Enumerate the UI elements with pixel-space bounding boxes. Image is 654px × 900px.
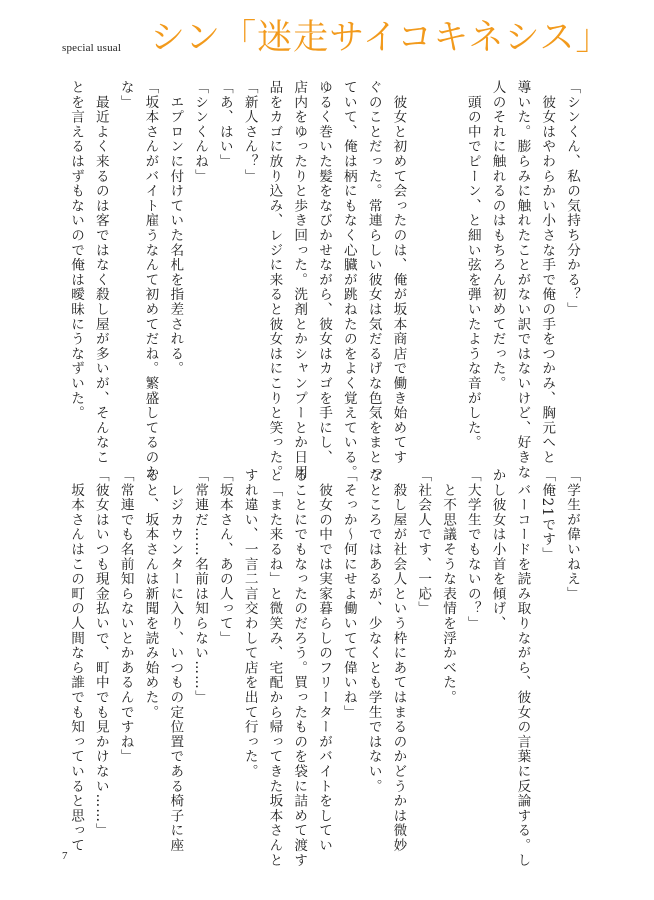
text-line: 人のそれに触れるのはもちろん初めてだった。 bbox=[489, 80, 506, 391]
text-line: すれ違い、一言二言交わして店を出て行った。 bbox=[241, 468, 258, 779]
text-line: 品をカゴに放り込み、レジに来ると彼女はにこりと笑った。 bbox=[266, 80, 283, 480]
text-line: 「そっか〜何にせよ働いてて偉いね」 bbox=[340, 468, 357, 720]
text-line: ると、坂本さんは新聞を読み始めた。 bbox=[142, 468, 159, 720]
text-line: ていて、俺は柄にもなく心臓が跳ねたのをよく覚えている。 bbox=[340, 80, 357, 480]
text-line: レジカウンターに入り、いつもの定位置である椅子に座 bbox=[167, 468, 184, 853]
body-text-upper bbox=[63, 80, 584, 480]
text-line: 店内をゆったりと歩き回った。洗剤とかシャンプーとか日用 bbox=[291, 80, 308, 480]
text-line: 「彼女はいつも現金払いで、町中でも見かけない……」 bbox=[92, 468, 109, 838]
text-line: ゆるく巻いた髪をなびかせながら、彼女はカゴを手にし、 bbox=[316, 80, 333, 465]
text-line: かし彼女は小首を傾げ、 bbox=[489, 468, 506, 631]
text-line: 坂本さんはこの町の人間なら誰でも知っていると思って bbox=[68, 468, 85, 853]
series-label: special usual bbox=[62, 42, 122, 54]
text-line: な」 bbox=[117, 80, 134, 110]
text-line: 「大学生でもないの？」 bbox=[464, 468, 481, 631]
text-line: 「坂本さん、あの人って」 bbox=[216, 468, 233, 646]
body-text-lower bbox=[63, 468, 584, 868]
text-line: 彼女の中では実家暮らしのフリーターがバイトをしてい bbox=[316, 468, 333, 853]
page-number: 7 bbox=[62, 850, 68, 862]
chapter-title: シン「迷走サイコキネシス」 bbox=[150, 18, 612, 58]
text-line: 「新人さん？」 bbox=[241, 80, 258, 184]
text-line: とを言えるはずもないので俺は曖昧にうなずいた。 bbox=[68, 80, 85, 421]
text-line: 「社会人です、一応」 bbox=[415, 468, 432, 616]
text-line: バーコードを読み取りながら、彼女の言葉に反論する。し bbox=[514, 468, 531, 868]
text-line: 「常連だ……名前は知らない……」 bbox=[192, 468, 209, 705]
text-line: と不思議そうな表情を浮かべた。 bbox=[440, 468, 457, 705]
text-line: 「俺21です」 bbox=[539, 468, 556, 562]
text-line: 「シンくんね」 bbox=[192, 80, 209, 184]
text-line: 「シンくん、私の気持ち分かる？」 bbox=[564, 80, 580, 317]
text-line: 「坂本さんがバイト雇うなんて初めてだね。繁盛してるのか bbox=[142, 80, 159, 480]
text-line: なところではあるが、少なくとも学生ではない。 bbox=[365, 468, 382, 794]
text-line: ぐのことだった。常連らしい彼女は気だるげな色気をまとっ bbox=[365, 80, 382, 480]
text-line: 彼女はやわらかい小さな手で俺の手をつかみ、胸元へと bbox=[539, 80, 556, 465]
text-line: 「学生が偉いねえ」 bbox=[564, 468, 580, 602]
text-line bbox=[410, 80, 435, 430]
text-line: 頭の中でピーン、と細い弦を弾いたような音がした。 bbox=[464, 80, 481, 450]
text-line: 最近よく来るのは客ではなく殺し屋が多いが、そんなこ bbox=[92, 80, 109, 465]
text-line: 「常連でも名前知らないとかあるんですね」 bbox=[117, 468, 134, 764]
text-line: ることにでもなったのだろう。買ったものを袋に詰めて渡す bbox=[291, 468, 308, 868]
text-line bbox=[435, 80, 460, 430]
text-line: 殺し屋が社会人という枠にあてはまるのかどうかは微妙 bbox=[390, 468, 407, 853]
text-line: 「あ、はい」 bbox=[216, 80, 233, 169]
text-line: エプロンに付けていた名札を指差される。 bbox=[167, 80, 184, 376]
text-line: 導いた。膨らみに触れたことがない訳ではないけど、好きな bbox=[514, 80, 531, 480]
text-line: 彼女と初めて会ったのは、俺が坂本商店で働き始めてす bbox=[390, 80, 407, 465]
text-line: と「また来るね」と微笑み、宅配から帰ってきた坂本さんと bbox=[266, 468, 283, 868]
